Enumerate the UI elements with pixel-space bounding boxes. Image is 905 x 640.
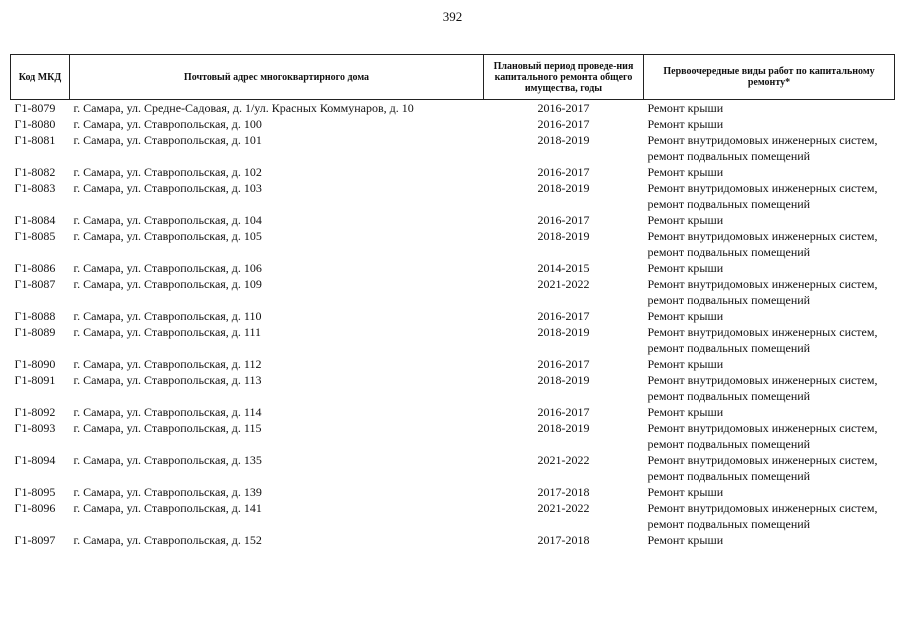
row-code: Г1-8081 xyxy=(14,133,56,147)
row-address: г. Самара, ул. Ставропольская, д. 141 xyxy=(73,501,262,515)
row-period: 2021-2022 xyxy=(537,277,590,291)
row-period: 2016-2017 xyxy=(537,309,590,323)
row-works xyxy=(644,324,895,356)
row-works-line: Ремонт внутридомовых инженерных систем, xyxy=(647,421,878,435)
row-works xyxy=(644,356,895,372)
row-works-line: ремонт подвальных помещений xyxy=(647,389,811,403)
row-works xyxy=(644,404,895,420)
row-address: г. Самара, ул. Ставропольская, д. 114 xyxy=(73,405,262,419)
table-row xyxy=(11,100,895,117)
row-works xyxy=(644,116,895,132)
row-works xyxy=(644,228,895,260)
table-row xyxy=(11,116,895,132)
row-code: Г1-8091 xyxy=(14,373,56,387)
row-works xyxy=(644,500,895,532)
header-period: Плановый период проведе-ния капитального ремонта общего имущества, годы xyxy=(484,55,644,100)
row-code: Г1-8089 xyxy=(14,325,56,339)
row-works-line: Ремонт внутридомовых инженерных систем, xyxy=(647,277,878,291)
row-address: г. Самара, ул. Ставропольская, д. 100 xyxy=(73,117,262,131)
row-address: г. Самара, ул. Ставропольская, д. 113 xyxy=(73,373,262,387)
row-period: 2018-2019 xyxy=(537,421,590,435)
row-period: 2018-2019 xyxy=(537,181,590,195)
row-address: г. Самара, ул. Ставропольская, д. 152 xyxy=(73,533,262,547)
row-works xyxy=(644,164,895,180)
row-code: Г1-8086 xyxy=(14,261,56,275)
row-works-line: ремонт подвальных помещений xyxy=(647,245,811,259)
row-code: Г1-8094 xyxy=(14,453,56,467)
row-period: 2016-2017 xyxy=(537,165,590,179)
table-row xyxy=(11,484,895,500)
table-row xyxy=(11,308,895,324)
row-address: г. Самара, ул. Ставропольская, д. 135 xyxy=(73,453,262,467)
row-address: г. Самара, ул. Ставропольская, д. 111 xyxy=(73,325,262,339)
row-period: 2018-2019 xyxy=(537,373,590,387)
row-code: Г1-8093 xyxy=(14,421,56,435)
row-period: 2016-2017 xyxy=(537,357,590,371)
row-works xyxy=(644,484,895,500)
row-address: г. Самара, ул. Ставропольская, д. 109 xyxy=(73,277,262,291)
table-row xyxy=(11,420,895,452)
row-address: г. Самара, ул. Ставропольская, д. 105 xyxy=(73,229,262,243)
table-row xyxy=(11,452,895,484)
table-row xyxy=(11,404,895,420)
row-code: Г1-8092 xyxy=(14,405,56,419)
row-address: г. Самара, ул. Ставропольская, д. 102 xyxy=(73,165,262,179)
row-works-line: ремонт подвальных помещений xyxy=(647,293,811,307)
table-row xyxy=(11,180,895,212)
row-period: 2014-2015 xyxy=(537,261,590,275)
row-works-line: Ремонт крыши xyxy=(647,533,724,547)
row-works xyxy=(644,308,895,324)
row-period: 2016-2017 xyxy=(537,101,590,115)
row-works xyxy=(644,420,895,452)
row-period: 2017-2018 xyxy=(537,533,590,547)
table-row xyxy=(11,372,895,404)
row-works-line: Ремонт крыши xyxy=(647,213,724,227)
row-address: г. Самара, ул. Ставропольская, д. 103 xyxy=(73,181,262,195)
row-works-line: ремонт подвальных помещений xyxy=(647,197,811,211)
row-works-line: Ремонт внутридомовых инженерных систем, xyxy=(647,229,878,243)
row-works-line: Ремонт крыши xyxy=(647,357,724,371)
row-works-line: Ремонт крыши xyxy=(647,117,724,131)
row-works-line: ремонт подвальных помещений xyxy=(647,469,811,483)
row-works-line: Ремонт крыши xyxy=(647,485,724,499)
table-row xyxy=(11,212,895,228)
header-works: Первоочередные виды работ по капитальному ремонту* xyxy=(644,55,895,100)
capital-repair-table xyxy=(10,54,895,548)
table-row xyxy=(11,132,895,164)
row-works-line: Ремонт крыши xyxy=(647,261,724,275)
row-period: 2018-2019 xyxy=(537,133,590,147)
row-works-line: ремонт подвальных помещений xyxy=(647,149,811,163)
row-code: Г1-8090 xyxy=(14,357,56,371)
table-row xyxy=(11,260,895,276)
table-body xyxy=(11,100,895,549)
row-period: 2021-2022 xyxy=(537,501,590,515)
row-address: г. Самара, ул. Средне-Садовая, д. 1/ул. Красных Коммунаров, д. 10 xyxy=(73,101,414,115)
row-period: 2016-2017 xyxy=(537,405,590,419)
row-code: Г1-8088 xyxy=(14,309,56,323)
row-works-line: Ремонт крыши xyxy=(647,165,724,179)
row-address: г. Самара, ул. Ставропольская, д. 106 xyxy=(73,261,262,275)
row-works-line: Ремонт крыши xyxy=(647,101,724,115)
row-period: 2017-2018 xyxy=(537,485,590,499)
table-header-row xyxy=(11,55,895,100)
row-code: Г1-8084 xyxy=(14,213,56,227)
row-works-line: Ремонт внутридомовых инженерных систем, xyxy=(647,133,878,147)
row-works xyxy=(644,212,895,228)
row-code: Г1-8096 xyxy=(14,501,56,515)
row-works xyxy=(644,100,895,117)
row-period: 2021-2022 xyxy=(537,453,590,467)
table-row xyxy=(11,324,895,356)
table-row xyxy=(11,356,895,372)
row-code: Г1-8079 xyxy=(14,101,56,115)
row-code: Г1-8087 xyxy=(14,277,56,291)
row-code: Г1-8097 xyxy=(14,533,56,547)
table-row xyxy=(11,276,895,308)
row-works-line: Ремонт внутридомовых инженерных систем, xyxy=(647,501,878,515)
row-address: г. Самара, ул. Ставропольская, д. 112 xyxy=(73,357,262,371)
row-period: 2016-2017 xyxy=(537,213,590,227)
row-works xyxy=(644,532,895,548)
row-code: Г1-8082 xyxy=(14,165,56,179)
table-row xyxy=(11,532,895,548)
row-works xyxy=(644,132,895,164)
row-works-line: Ремонт внутридомовых инженерных систем, xyxy=(647,453,878,467)
row-address: г. Самара, ул. Ставропольская, д. 139 xyxy=(73,485,262,499)
row-works xyxy=(644,372,895,404)
row-works-line: Ремонт внутридомовых инженерных систем, xyxy=(647,181,878,195)
row-works-line: Ремонт внутридомовых инженерных систем, xyxy=(647,373,878,387)
row-code: Г1-8085 xyxy=(14,229,56,243)
row-code: Г1-8095 xyxy=(14,485,56,499)
row-code: Г1-8083 xyxy=(14,181,56,195)
row-address: г. Самара, ул. Ставропольская, д. 115 xyxy=(73,421,262,435)
row-works-line: ремонт подвальных помещений xyxy=(647,341,811,355)
table-row xyxy=(11,164,895,180)
row-address: г. Самара, ул. Ставропольская, д. 104 xyxy=(73,213,262,227)
header-address: Почтовый адрес многоквартирного дома xyxy=(70,55,484,100)
table-row xyxy=(11,500,895,532)
row-works xyxy=(644,276,895,308)
row-address: г. Самара, ул. Ставропольская, д. 110 xyxy=(73,309,262,323)
page-number: 392 xyxy=(442,9,463,24)
row-works xyxy=(644,260,895,276)
table-row xyxy=(11,228,895,260)
row-works-line: ремонт подвальных помещений xyxy=(647,437,811,451)
row-address: г. Самара, ул. Ставропольская, д. 101 xyxy=(73,133,262,147)
header-code: Код МКД xyxy=(11,55,70,100)
row-works-line: Ремонт крыши xyxy=(647,405,724,419)
row-works-line: Ремонт внутридомовых инженерных систем, xyxy=(647,325,878,339)
row-works xyxy=(644,452,895,484)
row-code: Г1-8080 xyxy=(14,117,56,131)
row-works xyxy=(644,180,895,212)
row-works-line: ремонт подвальных помещений xyxy=(647,517,811,531)
row-period: 2016-2017 xyxy=(537,117,590,131)
row-works-line: Ремонт крыши xyxy=(647,309,724,323)
row-period: 2018-2019 xyxy=(537,229,590,243)
row-period: 2018-2019 xyxy=(537,325,590,339)
